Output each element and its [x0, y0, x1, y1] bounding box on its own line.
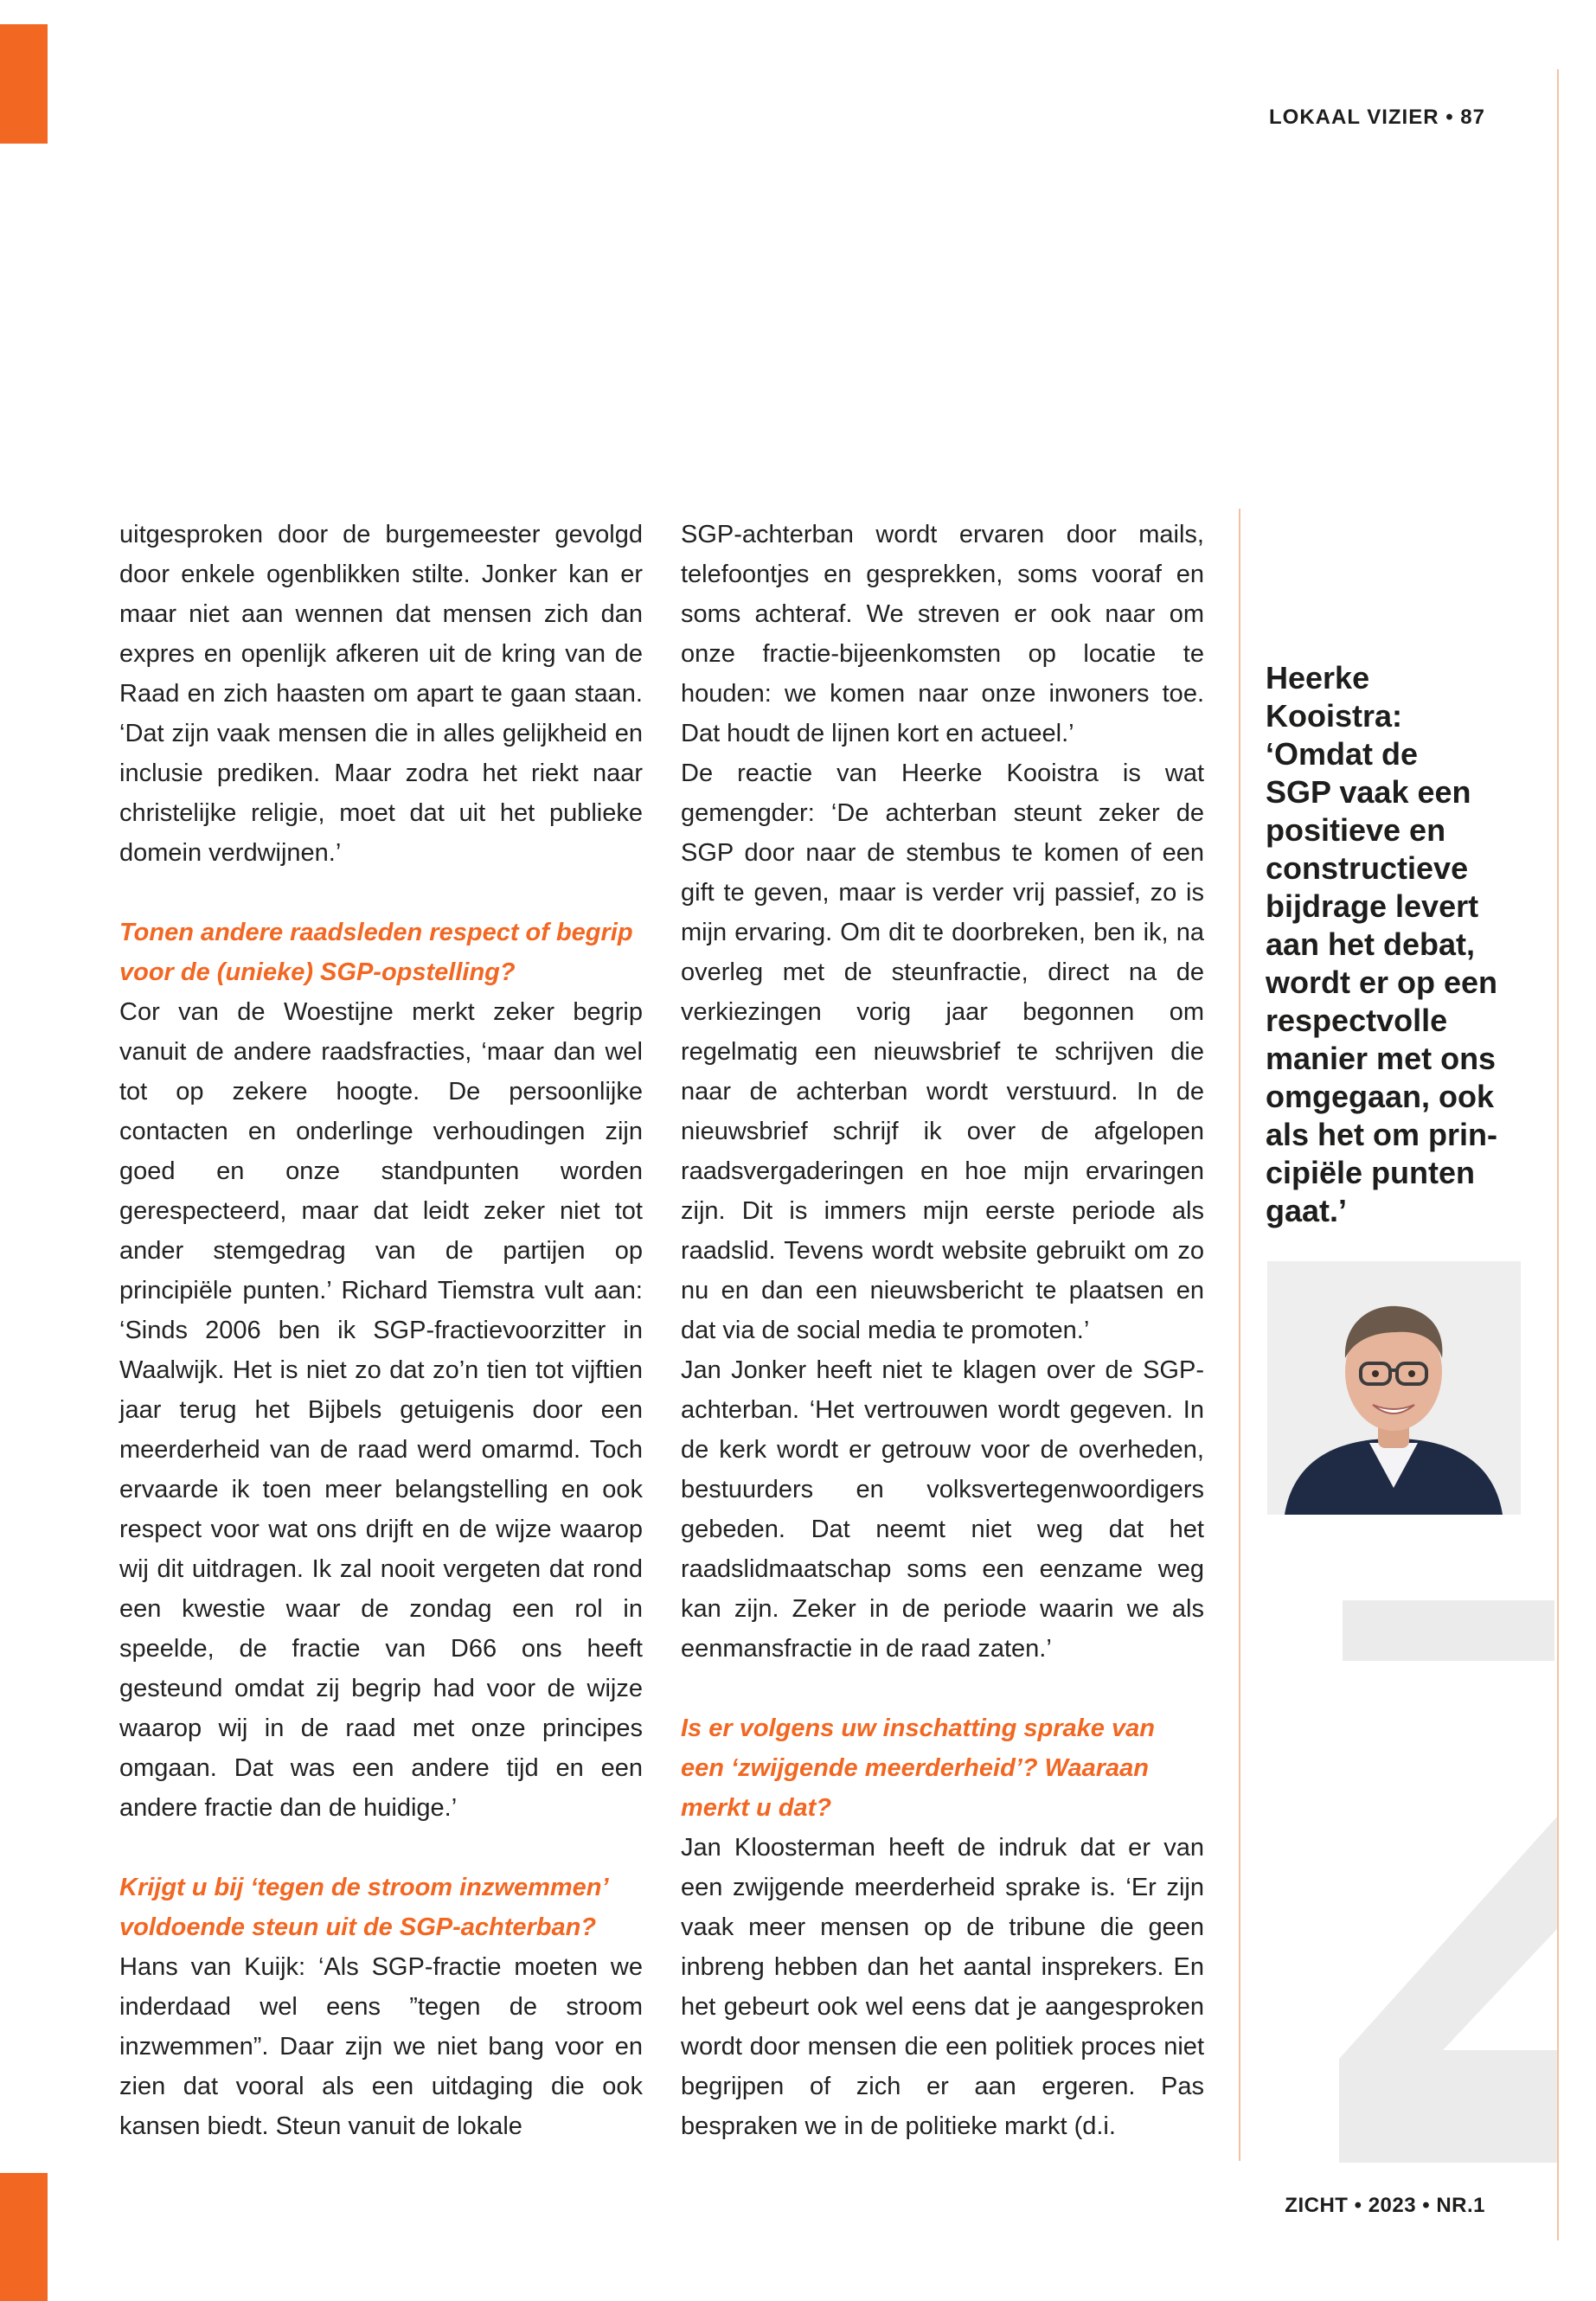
- paragraph: De reactie van Heerke Kooistra is wat gemengder: ‘De achterban steunt zeker de SGP door naar de stembus te komen of een gift te geven, maar is verder vrij passief, zo is mijn ervaring. Om dit te doorbreken, ben ik, na overleg met de steunfractie, direct na de verkiezingen vorig jaar begonnen om regelmatig een nieuwsbrief te schrijven die naar de achterban wordt verstuurd. In de nieuwsbrief schrijf ik over de afgelopen raadsvergaderingen en hoe mijn ervaringen zijn. Dit is immers mijn eerste periode als raadslid. Tevens wordt website gebruikt om zo nu en dan een nieuwsbericht te plaatsen en dat via de social media te promoten.’: [681, 760, 1204, 1344]
- pull-quote-line: constructieve: [1266, 850, 1469, 886]
- pull-quote-line: bijdrage levert: [1266, 888, 1479, 924]
- page-edge-rule: [1557, 69, 1559, 2240]
- running-head: LOKAAL VIZIER • 87: [1269, 106, 1485, 129]
- decorative-shape: [1339, 1817, 1557, 2163]
- running-foot: ZICHT • 2023 • NR.1: [1285, 2194, 1485, 2217]
- pull-quote-line: aan het debat,: [1266, 926, 1476, 962]
- paragraph: Jan Kloosterman heeft de indruk dat er van een zwijgende meerderheid sprake is. ‘Er zijn vaak meer mensen op de tribune die geen inbreng hebben dan het aantal insprekers. En het gebeurt ook wel eens dat je aangesproken wordt door mensen die een politiek proces niet begrijpen of zich er aan ergeren. Pas bespraken we in de politieke markt (d.i.: [681, 1834, 1204, 2140]
- paragraph: Cor van de Woestijne merkt zeker begrip vanuit de andere raadsfracties, ‘maar dan wel tot op zekere hoogte. De persoonlijke contacten en onderlinge verhoudingen zijn goed en onze standpunten worden gerespecteerd, maar dat leidt zeker niet tot ander stemgedrag van de partijen op principiële punten.’ Richard Tiemstra vult aan: ‘Sinds 2006 ben ik SGP-fractievoorzitter in Waalwijk. Het is niet zo dat zo’n tien tot vijftien jaar terug het Bijbels getuigenis door een meerderheid van de raad werd omarmd. Toch ervaarde ik toen meer belangstelling en ook respect voor wat ons drijft en de wijze waarop wij dit uitdragen. Ik zal nooit vergeten dat rond een kwestie waar de zondag een rol in speelde, de fractie van D66 ons heeft gesteund omdat zij begrip had voor de wijze waarop wij in de raad met onze principes omgaan. Dat was een andere tijd en een andere fractie dan de huidige.’: [119, 998, 643, 1822]
- paragraph: uitgesproken door de burgemeester gevolgd door enkele ogenblikken stilte. Jonker kan er maar niet aan wennen dat mensen zich dan expres en openlijk afkeren uit de kring van de Raad en zich haasten om apart te gaan staan. ‘Dat zijn vaak mensen die in alles gelijkheid en inclusie prediken. Maar zodra het riekt naar christelijke religie, moet dat uit het publieke domein verdwijnen.’: [119, 521, 643, 867]
- pull-quote-line: respectvolle: [1266, 1003, 1448, 1038]
- paragraph: Jan Jonker heeft niet te klagen over de SGP-achterban. ‘Het vertrouwen wordt gegeven. In de kerk wordt er getrouw voor de overheden, bestuurders en volksvertegenwoordigers gebeden. Dat neemt niet weg dat het raadslidmaatschap soms een eenzame weg kan zijn. Zeker in de periode waarin we als eenmansfractie in de raad zaten.’: [681, 1356, 1204, 1663]
- question-heading: Is er volgens uw inschatting sprake van een ‘zwijgende meerderheid’? Waaraan merkt u dat?: [681, 1715, 1155, 1822]
- pull-quote-line: omgegaan, ook: [1266, 1079, 1495, 1114]
- pull-quote-line: gaat.’: [1266, 1193, 1348, 1228]
- accent-bar-top: [0, 24, 48, 144]
- pull-quote: [1266, 659, 1525, 1230]
- pull-quote-line: SGP vaak een: [1266, 774, 1471, 810]
- pull-quote-line: Kooistra:: [1266, 698, 1403, 734]
- pull-quote-line: positieve en: [1266, 812, 1446, 848]
- pull-quote-line: als het om prin-: [1266, 1117, 1498, 1152]
- decorative-shape: [1343, 1600, 1554, 1661]
- question-heading: Krijgt u bij ‘tegen de stroom inzwemmen’ voldoende steun uit de SGP-achterban?: [119, 1874, 608, 1941]
- pull-quote-line: cipiële punten: [1266, 1155, 1476, 1190]
- article-column-2: [681, 515, 1204, 2146]
- paragraph: Hans van Kuijk: ‘Als SGP-fractie moeten we inderdaad wel eens ”tegen de stroom inzwemmen”. Daar zijn we niet bang voor en zien dat vooral als een uitdaging die ook kansen biedt. Steun vanuit de lokale: [119, 1953, 643, 2140]
- accent-bar-bottom: [0, 2173, 48, 2301]
- question-heading: Tonen andere raadsleden respect of begrip voor de (unieke) SGP-opstelling?: [119, 919, 633, 986]
- pull-quote-line: manier met ons: [1266, 1041, 1497, 1076]
- pull-quote-line: ‘Omdat de: [1266, 736, 1419, 772]
- pull-quote-line: wordt er op een: [1266, 965, 1498, 1000]
- portrait-photo: [1267, 1261, 1521, 1515]
- sidebar-rule: [1239, 509, 1240, 2161]
- paragraph: SGP-achterban wordt ervaren door mails, telefoontjes en gesprekken, soms vooraf en soms achteraf. We streven er ook naar om onze fractie-bijeenkomsten op locatie te houden: we komen naar onze inwoners toe. Dat houdt de lijnen kort en actueel.’: [681, 521, 1204, 747]
- pull-quote-line: Heerke: [1266, 660, 1370, 695]
- article-column-1: [119, 515, 643, 2146]
